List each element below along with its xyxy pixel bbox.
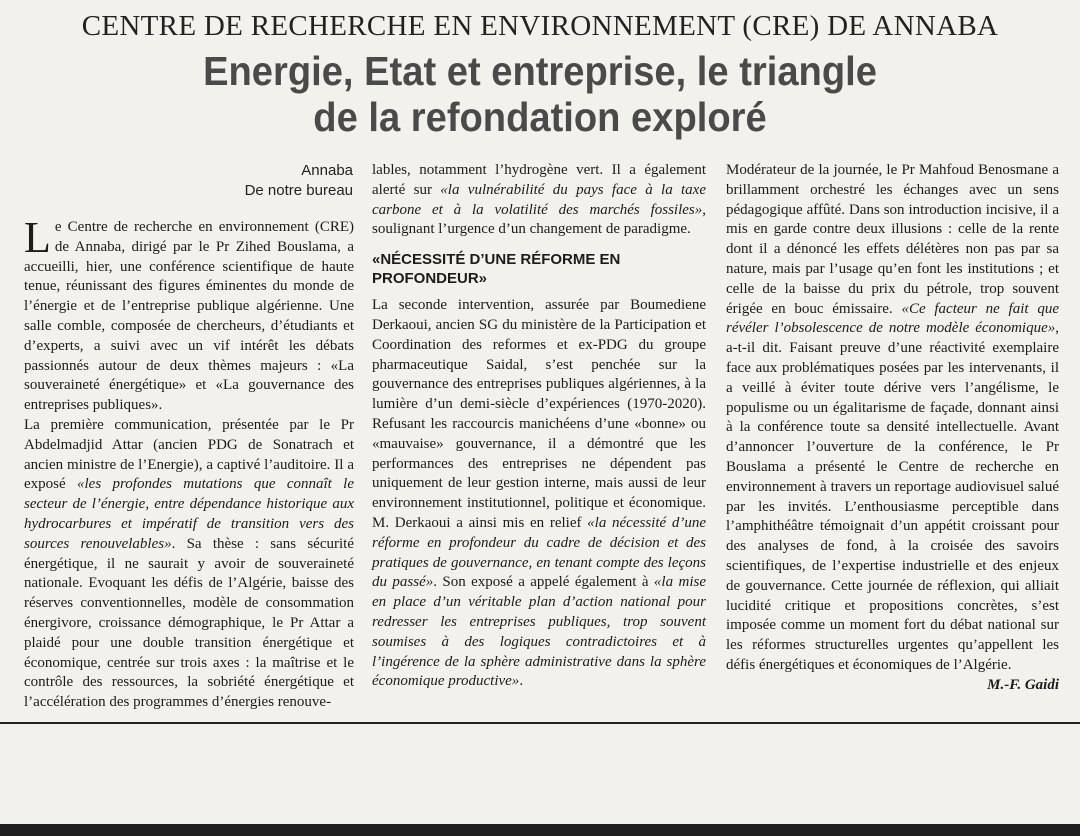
author-signature: M.-F. Gaidi (987, 676, 1059, 693)
quote-run: «la nécessité d’une réforme en profondeur du cadre de décision et des pratiques de gouvernance, en tenant compte des leçons du passé» (372, 514, 707, 591)
paragraph-benosmane (726, 161, 1059, 693)
page-bottom-band (0, 824, 1080, 836)
article-column-1 (24, 213, 354, 713)
section-subheading: «NÉCESSITÉ D’UNE RÉFORME EN PROFONDEUR» (372, 251, 621, 288)
paragraph-continued (372, 161, 706, 240)
headline-line-2: de la refondation exploré (313, 94, 767, 140)
text-run: La première communication, présentée par le Pr Abdelmadjid Attar (ancien PDG de Sonatrach et ancien ministre de l’Energie), a captivé l’auditoire. Il a exposé (24, 416, 354, 493)
text-run: , a-t-il dit. Faisant preuve d’une réactivité exemplaire face aux problématiques posées par les intervenants, il a veillé à éviter toute dérive vers l’angélisme, le populisme ou un égalitarisme de façade, donnant ainsi à la conférence toute sa densité intellectuelle. Avant d’annoncer l’ouverture de la conférence, le Pr Bouslama a présenté le Centre de recherche en environnement à travers un reportage audiovisuel salué par les invités. L’enthousiasme perceptible dans l’amphithéâtre témoignait d’un appétit croissant pour des analyses de fond, à la croisée des savoirs scientifiques, de l’expertise industrielle et des enjeux de gouvernance. Cette journée de réflexion, qui alliait lucidité critique et propositions concrètes, s’est imposée comme un moment fort du débat national sur les réformes structurelles urgentes qu’appellent les défis énergétiques et économiques de l’Algérie. (726, 320, 1059, 673)
byline-desk: De notre bureau (244, 182, 353, 199)
article-column-3 (726, 161, 1059, 696)
byline (245, 161, 353, 201)
article-kicker: CENTRE DE RECHERCHE EN ENVIRONNEMENT (CRE) DE ANNABA (81, 10, 999, 42)
paragraph-attar (24, 416, 354, 713)
text-run: . (519, 673, 524, 690)
article-headline (38, 48, 1042, 140)
bottom-rule (0, 722, 1080, 724)
text-run: Modérateur de la journée, le Pr Mahfoud Benosmane a brillamment orchestré les échanges avec un sens pédagogique affûté. Dans son introduction incisive, il a mis en garde contre deux illusions : celle de la rente dont il a dénoncé les effets délétères non pas par sa nature, mais par l’usage qu’en font les institutions ; et celle de la baisse du prix du pétrole, trop souvent érigée en bouc émissaire. (726, 162, 1059, 317)
quote-run: «Ce facteur ne fait que révéler l’obsolescence de notre modèle économique» (726, 300, 1059, 337)
text-run: . Son exposé a appelé également à (433, 574, 654, 591)
text-run: La seconde intervention, assurée par Boumediene Derkaoui, ancien SG du ministère de la Participation et Coordination des reformes et ex-PDG du groupe pharmaceutique Saidal, s’est penchée sur la gouvernance des entreprises publiques algériennes, à la lumière d’un demi-siècle d’expériences (1970-2020). Refusant les raccourcis manichéens d’une «bonne» ou «mauvaise» gouvernance, il a démontré que les performances des entreprises ne dépendent pas uniquement de leur gestion interne, mais aussi de leur environnement institutionnel, politique et économique. M. Derkaoui a ainsi mis en relief (372, 297, 706, 531)
headline-line-1: Energie, Etat et entreprise, le triangle (203, 48, 877, 94)
quote-run: «la mise en place d’un véritable plan d’action national pour redresser les entreprises publiques, trop souvent soumises à des logiques contradictoires et à l’ingérence de la sphère administrative dans la sphère économique productive» (372, 574, 706, 690)
text-run: . Sa thèse : sans sécurité énergétique, il ne saurait y avoir de souveraineté nationale. Evoquant les défis de l’Algérie, baisse des réserves conventionnelles, modèle de consommation énergivore, croissance démographique, le Pr Attar a plaidé pour une double transition énergétique et économique, centrée sur trois axes : la maîtrise et le contrôle des ressources, la sobriété énergétique et l’accélération des programmes d’énergies renouve- (24, 535, 354, 711)
intro-text: e Centre de recherche en environnement (CRE) de Annaba, dirigé par le Pr Zihed Bouslama, a accueilli, hier, une conférence scientifique de haute tenue, réunissant des figures éminentes du monde de l’énergie et de l’entreprise publique algérienne. Une salle comble, composée de chercheurs, d’étudiants et d’experts, a suivi avec un vif intérêt les débats passionnés autour de deux thèmes majeurs : «La souveraineté énergétique» et «La gouvernance des entreprises publiques». (24, 219, 354, 414)
drop-cap: L (24, 213, 51, 262)
intro-paragraph (24, 213, 354, 416)
paragraph-derkaoui (372, 296, 706, 692)
quote-run: «la vulnérabilité du pays face à la taxe carbone et à la volatilité des marchés fossiles» (372, 181, 707, 218)
quote-run: «les profondes mutations que connaît le secteur de l’énergie, entre dépendance historique aux hydrocarbures et impératif de transition vers des sources renouvelables» (24, 476, 354, 552)
article-column-2 (372, 161, 706, 692)
text-run: , soulignant l’urgence d’un changement de paradigme. (372, 201, 706, 238)
byline-place: Annaba (301, 162, 353, 179)
text-run: lables, notamment l’hydrogène vert. Il a également alerté sur (372, 162, 706, 198)
